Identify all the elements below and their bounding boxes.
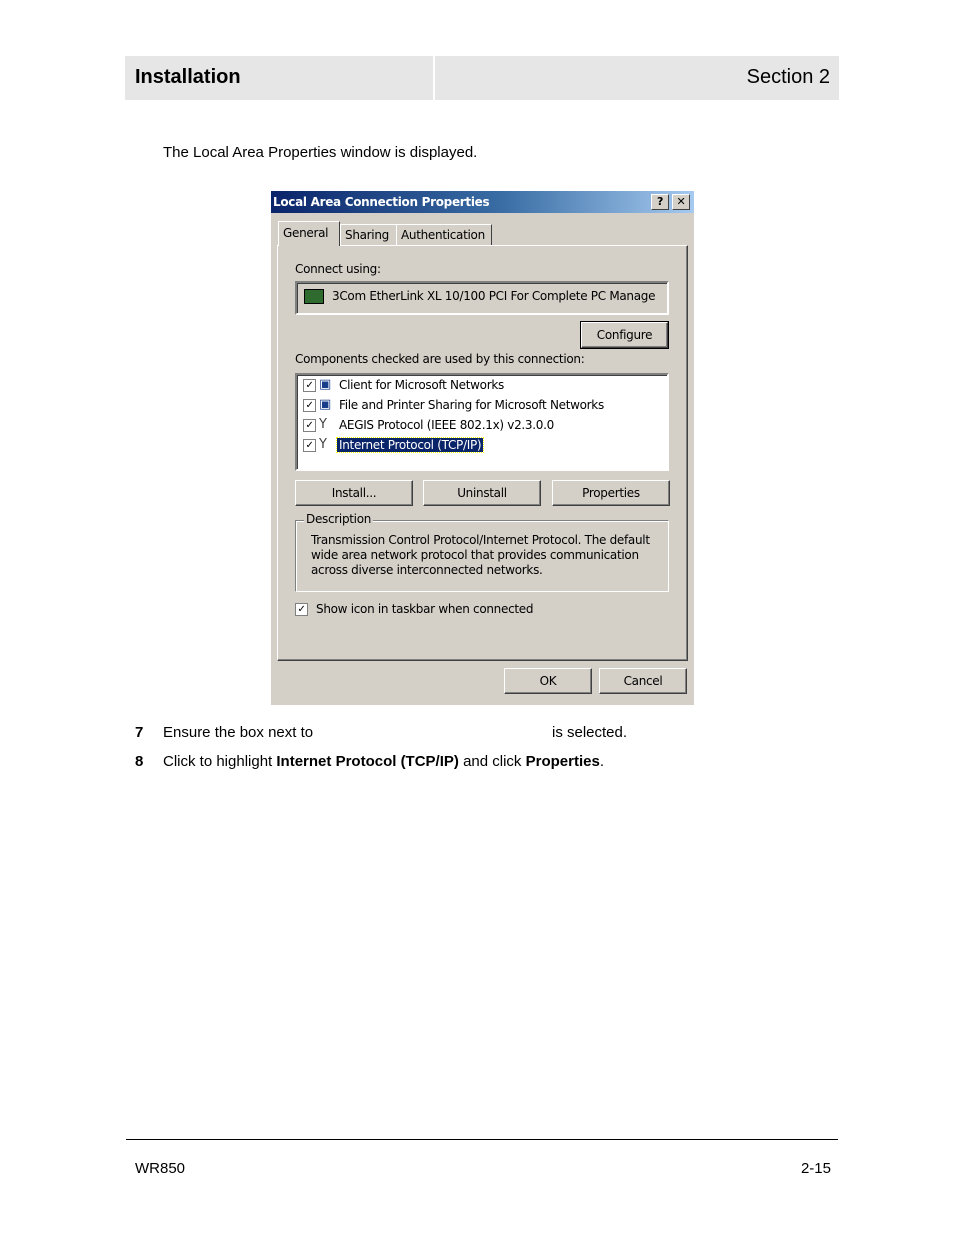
dialog-titlebar [271,191,694,213]
help-icon[interactable]: ? [651,194,669,210]
step-text-part: and click [458,753,526,770]
close-icon[interactable]: ✕ [672,194,690,210]
tab-general[interactable]: General [278,221,340,246]
adapter-field [295,281,669,315]
description-text: Transmission Control Protocol/Internet Protocol. The default wide area network protocol that provides communication across diverse interconnected networks. [311,533,650,577]
properties-button[interactable]: Properties [552,480,670,506]
protocol-icon: Y [319,417,327,432]
network-adapter-icon [304,289,324,304]
footer-rule [126,1139,838,1140]
ok-button[interactable]: OK [504,668,592,694]
step-text [163,753,604,770]
product-name: WR850 [135,1160,186,1177]
install-button[interactable]: Install... [295,480,413,506]
component-checkbox[interactable]: ✓ [303,419,316,432]
description-legend: Description [306,512,372,526]
description-group [295,512,669,592]
component-label: AEGIS Protocol (IEEE 802.1x) v2.3.0.0 [339,418,554,432]
page-number: 2-15 [800,1160,831,1177]
local-area-connection-dialog [271,191,694,705]
components-label: Components checked are used by this connection: [295,352,585,366]
intro-text: The Local Area Properties window is displayed. [163,144,478,161]
step-text-tail: is selected. [552,724,628,741]
show-icon-label: Show icon in taskbar when connected [316,602,534,616]
computer-icon: ▣ [319,377,331,392]
uninstall-button[interactable]: Uninstall [423,480,541,506]
configure-button[interactable]: Configure [581,322,668,348]
step-number: 7 [135,724,144,741]
step-bold-part: Internet Protocol (TCP/IP) [276,753,459,770]
show-icon-checkbox[interactable]: ✓ [295,603,308,616]
component-label: File and Printer Sharing for Microsoft Networks [339,398,604,412]
step-text-part: . [599,753,604,770]
dialog-title: Local Area Connection Properties [273,195,490,209]
tab-authentication[interactable]: Authentication [396,224,492,246]
component-checkbox[interactable]: ✓ [303,399,316,412]
connect-using-label: Connect using: [295,262,381,276]
protocol-icon: Y [319,437,327,452]
component-checkbox[interactable]: ✓ [303,379,316,392]
step-text [163,724,313,741]
step-number: 8 [135,753,144,770]
page-header [125,56,839,100]
components-list[interactable] [295,373,669,471]
component-label: Internet Protocol (TCP/IP) [339,438,482,452]
step-text-part: Click to highlight [163,753,277,770]
step-text-part: Ensure the box next to [163,724,314,741]
component-label: Client for Microsoft Networks [339,378,504,392]
step-bold-part: Properties [525,753,600,770]
printer-share-icon: ▣ [319,397,331,412]
header-divider [433,56,435,100]
tab-sharing[interactable]: Sharing [340,224,398,246]
adapter-name: 3Com EtherLink XL 10/100 PCI For Complete PC Manage [332,289,656,303]
cancel-button[interactable]: Cancel [599,668,687,694]
chapter-title: Installation [135,66,241,88]
section-label: Section 2 [746,66,830,88]
component-checkbox[interactable]: ✓ [303,439,316,452]
